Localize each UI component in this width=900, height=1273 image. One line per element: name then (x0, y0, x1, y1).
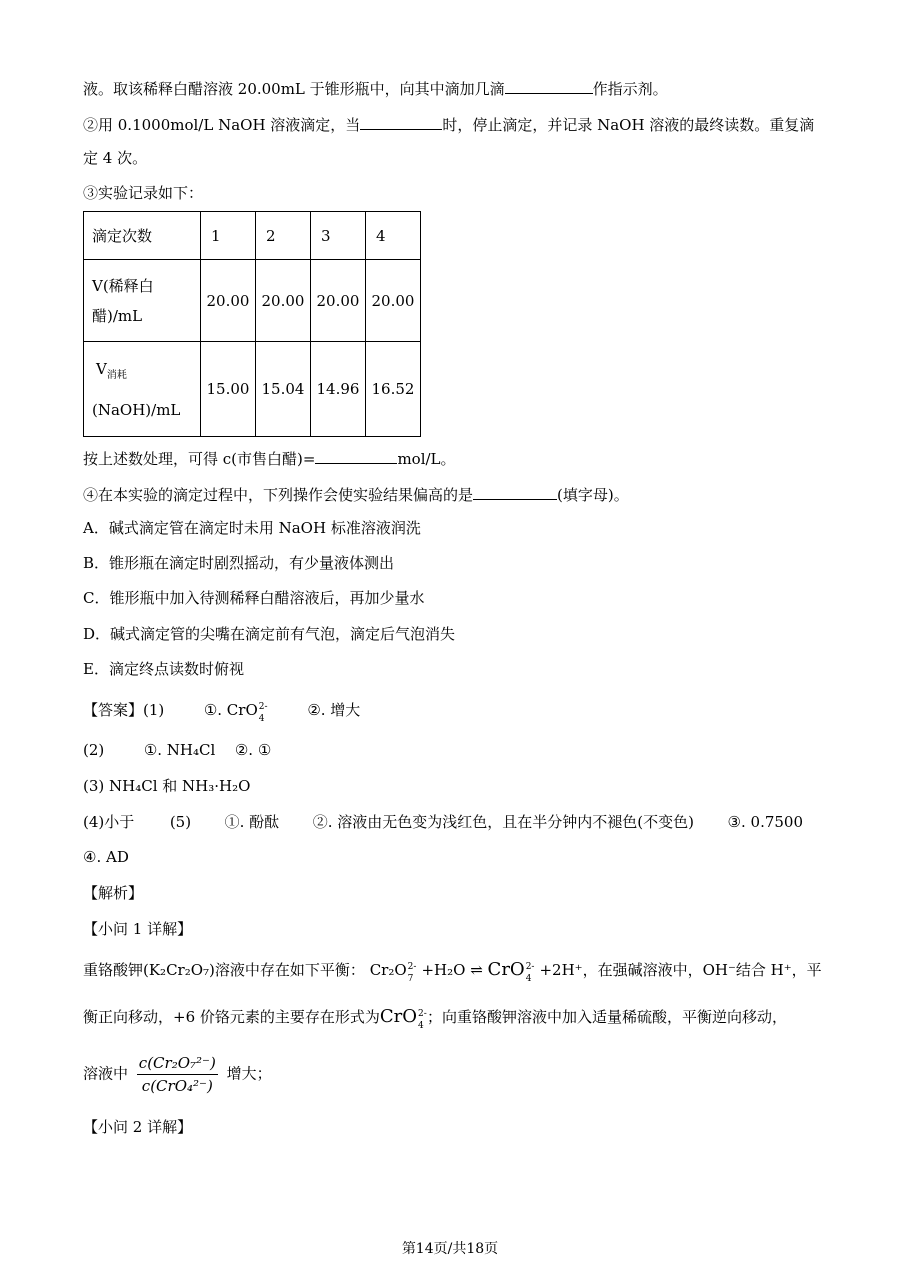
question-line-3: 定 4 次。 (83, 149, 148, 167)
text: ②. 溶液由无色变为浅红色，且在半分钟内不褪色(不变色) (312, 813, 694, 831)
text: 时，停止滴定，并记录 NaOH 溶液的最终读数。重复滴 (442, 116, 815, 134)
text: ④在本实验的滴定过程中，下列操作会使实验结果偏高的是 (83, 486, 474, 504)
table-cell: 16.52 (366, 342, 421, 437)
table-row (84, 260, 421, 342)
fraction-numerator: c(Cr₂O₇²⁻) (137, 1052, 218, 1075)
superscript: 2- (258, 702, 268, 712)
table-cell: 15.04 (256, 342, 311, 437)
text: 【答案】(1) (83, 701, 165, 719)
subquestion-1-heading: 【小问 1 详解】 (83, 920, 193, 938)
table-cell: 2 (256, 212, 311, 260)
option-c: C．锥形瓶中加入待测稀释白醋溶液后，再加少量水 (83, 589, 425, 607)
text: 溶液中 (83, 1064, 129, 1083)
table-cell-label (84, 342, 201, 437)
label-line (92, 352, 200, 393)
option-e: E．滴定终点读数时俯视 (83, 660, 244, 678)
text: 作指示剂。 (592, 80, 668, 98)
text: 衡正向移动，+6 价铬元素的主要存在形式为 (83, 1008, 380, 1026)
analysis-heading: 【解析】 (83, 884, 144, 902)
table-cell: 3 (311, 212, 366, 260)
text: ②用 0.1000mol/L NaOH 溶液滴定，当 (83, 116, 361, 134)
text: Cr₂O (369, 961, 407, 979)
experiment-table (83, 211, 421, 437)
text: ②. 增大 (307, 701, 361, 719)
text: 重铬酸钾(K₂Cr₂O₇)溶液中存在如下平衡： (83, 961, 365, 979)
fraction-denominator: c(CrO₄²⁻) (141, 1077, 213, 1095)
charge-stack (525, 961, 535, 984)
subscript: 消耗 (106, 369, 127, 381)
question-line-1 (83, 77, 668, 99)
table-cell-label (84, 260, 201, 342)
text: 按上述数处理，可得 c(市售白醋)= (83, 450, 316, 468)
table-cell: 滴定次数 (84, 212, 201, 260)
text: CrO (487, 959, 525, 980)
option-a: A．碱式滴定管在滴定时未用 NaOH 标准溶液润洗 (83, 519, 421, 537)
text: V (96, 359, 107, 378)
answer-blank (360, 113, 442, 130)
text: 增大； (226, 1064, 272, 1083)
text: +2H⁺，在强碱溶液中，OH⁻结合 H⁺，平 (539, 961, 822, 979)
subscript: 4 (525, 974, 532, 984)
option-b: B．锥形瓶在滴定时剧烈摇动，有少量液体测出 (83, 554, 395, 572)
text: ②. ① (234, 741, 272, 759)
question-line-4: ③实验记录如下： (83, 184, 204, 202)
table-cell: 1 (201, 212, 256, 260)
page-number: 第14页/共18页 (401, 1241, 499, 1257)
question-line-6 (83, 483, 629, 505)
charge-stack (417, 1008, 427, 1031)
table-cell: 15.00 (201, 342, 256, 437)
superscript: 2- (418, 1009, 427, 1019)
answer-line-3: (3) NH₄Cl 和 NH₃·H₂O (83, 777, 251, 795)
table-cell: 20.00 (256, 260, 311, 342)
text: ①. CrO (203, 701, 258, 719)
answer-line-2 (83, 740, 271, 760)
answer-blank (473, 483, 557, 500)
answer-blank (315, 447, 397, 464)
superscript: 2- (407, 962, 417, 972)
subscript: 7 (407, 974, 414, 984)
subquestion-2-heading: 【小问 2 详解】 (83, 1118, 193, 1136)
table-cell: 20.00 (311, 260, 366, 342)
analysis-paragraph-1 (83, 959, 822, 984)
charge-stack (407, 961, 417, 984)
text: ①. NH₄Cl (143, 741, 216, 759)
table-cell: 4 (366, 212, 421, 260)
text: mol/L。 (397, 450, 456, 468)
table-cell: 20.00 (366, 260, 421, 342)
text: CrO (379, 1006, 418, 1027)
text: ①. 酚酞 (224, 813, 280, 831)
subscript: 4 (258, 714, 265, 724)
text: ；向重铬酸钾溶液中加入适量稀硫酸，平衡逆向移动， (427, 1008, 788, 1026)
text: (填字母)。 (557, 486, 629, 504)
question-line-5 (83, 447, 456, 469)
table-cell: 20.00 (201, 260, 256, 342)
answer-line-5: ④. AD (83, 848, 129, 866)
label-line: V(稀释白 (92, 276, 154, 295)
answer-line-4 (83, 812, 803, 832)
text: (4)小于 (83, 813, 135, 831)
table-row (84, 342, 421, 437)
charge-stack (258, 701, 268, 724)
superscript: 2- (525, 962, 535, 972)
analysis-paragraph-3 (83, 1052, 272, 1097)
text: ③. 0.7500 (727, 813, 804, 831)
question-line-2 (83, 113, 814, 135)
answer-line-1 (83, 700, 361, 724)
label-line: 醋)/mL (92, 306, 143, 325)
table-row (84, 212, 421, 260)
text: +H₂O (421, 961, 466, 979)
option-d: D．碱式滴定管的尖嘴在滴定前有气泡，滴定后气泡消失 (83, 625, 456, 643)
text: (2) (83, 741, 105, 759)
subscript: 4 (418, 1021, 424, 1031)
analysis-paragraph-2 (83, 1006, 788, 1031)
concentration-fraction (137, 1052, 218, 1097)
text: (5) (169, 813, 192, 831)
answer-blank (505, 77, 593, 94)
table-cell: 14.96 (311, 342, 366, 437)
equilibrium-arrow-icon: ⇌ (470, 961, 483, 979)
text: 液。取该稀释白醋溶液 20.00mL 于锥形瓶中，向其中滴加几滴 (83, 80, 505, 98)
label-line: (NaOH)/mL (92, 400, 181, 419)
